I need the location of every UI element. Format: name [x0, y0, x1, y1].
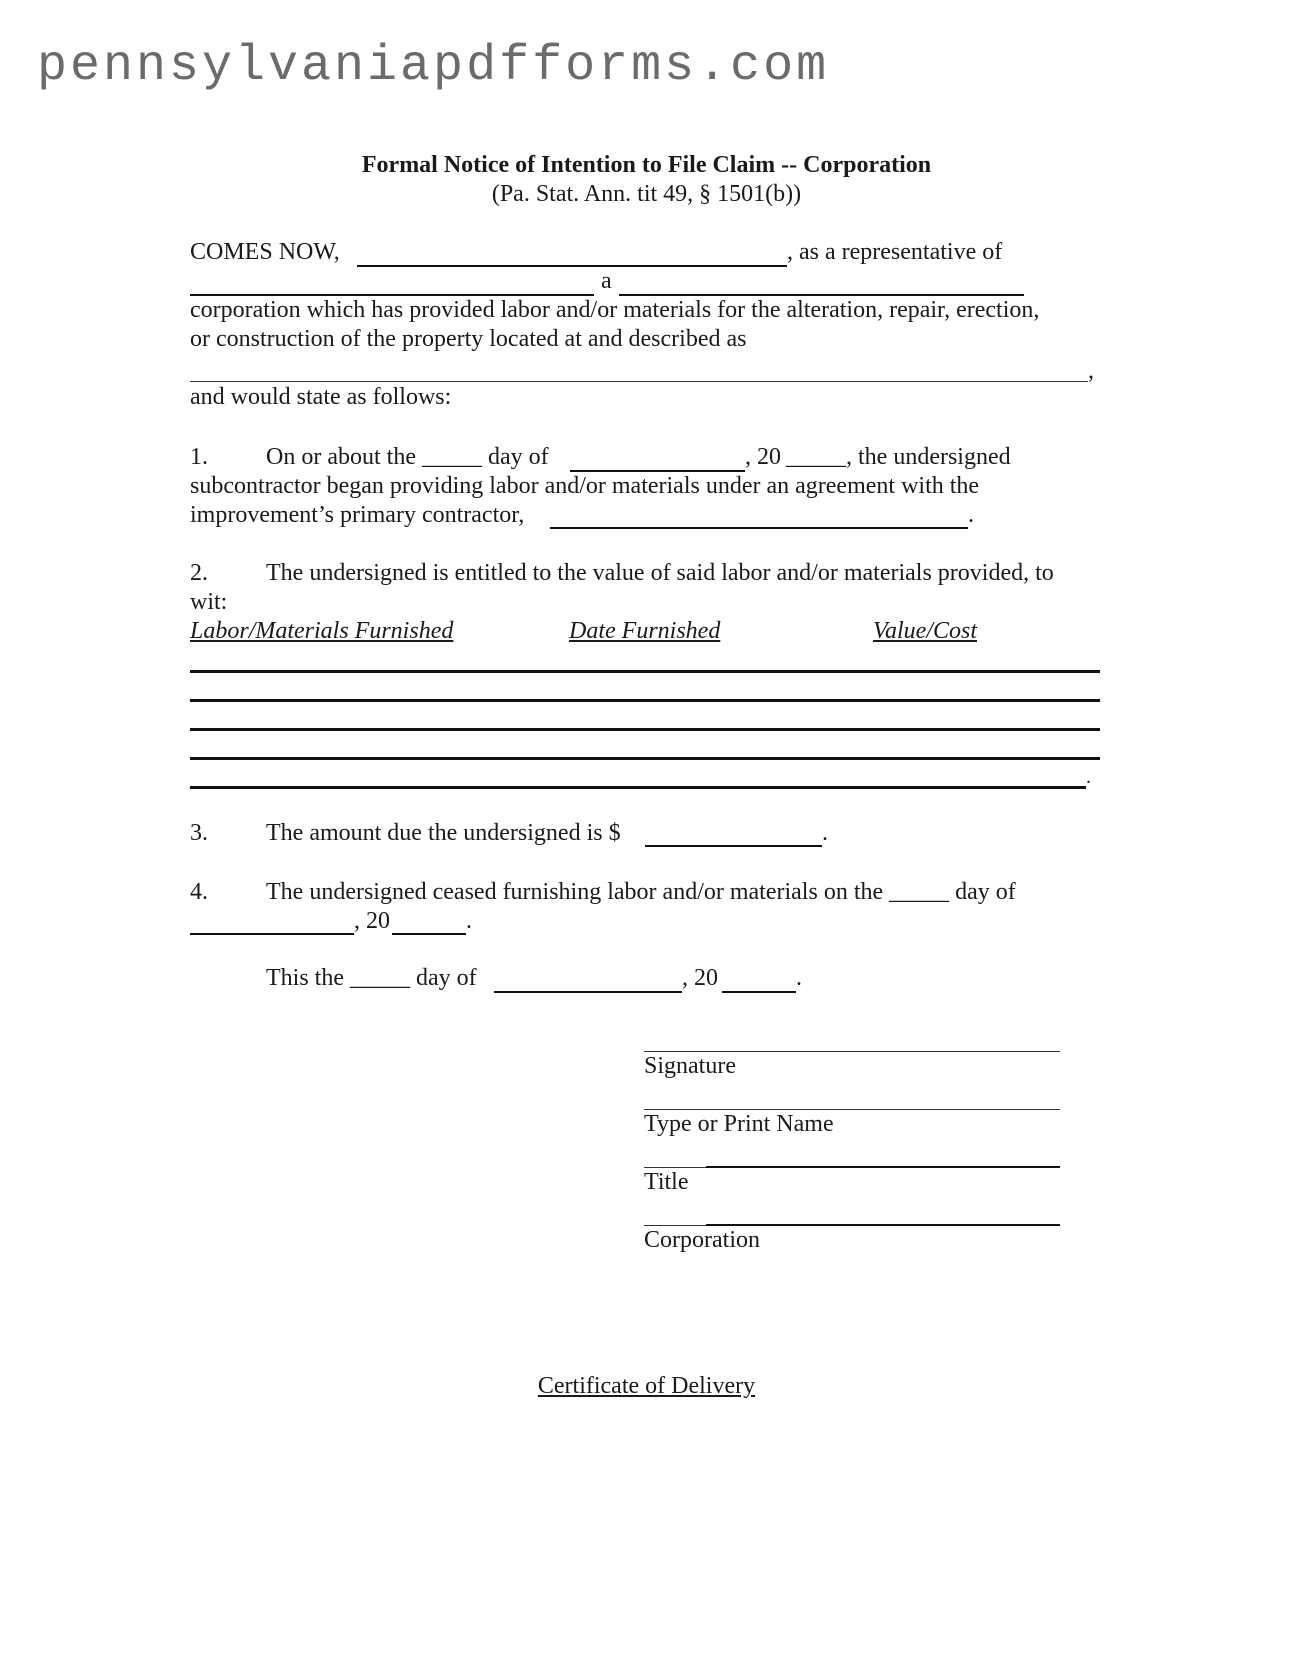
- title-label: Title: [644, 1169, 689, 1195]
- signed-year-prefix: , 20: [682, 965, 718, 991]
- item-3-text: The amount due the undersigned is $: [266, 820, 621, 846]
- column-header-date-furnished: Date Furnished: [569, 618, 721, 644]
- item-3-number: 3.: [190, 820, 208, 846]
- article-a: a: [601, 268, 612, 294]
- corporation-label: Corporation: [644, 1227, 760, 1253]
- comes-now-label: COMES NOW,: [190, 239, 340, 265]
- item-3-period: .: [822, 820, 828, 846]
- item-4-line-1: The undersigned ceased furnishing labor and/or materials on the _____ day of: [266, 879, 1016, 905]
- signed-period: .: [796, 965, 802, 991]
- item-4-number: 4.: [190, 879, 208, 905]
- signed-year-blank[interactable]: [722, 991, 796, 993]
- site-watermark: pennsylvaniapdfforms.com: [37, 38, 830, 95]
- column-header-labor-materials: Labor/Materials Furnished: [190, 618, 454, 644]
- property-comma: ,: [1088, 358, 1094, 384]
- labor-entry-line-2[interactable]: [190, 699, 1100, 702]
- item-1-start-day-text: On or about the _____ day of: [266, 444, 549, 470]
- amount-due-blank[interactable]: [645, 845, 822, 847]
- item-1-year-prefix: , 20: [745, 444, 781, 470]
- ceased-month-blank[interactable]: [190, 933, 354, 935]
- as-representative-label: , as a representative of: [787, 239, 1003, 265]
- item-2-line-1: The undersigned is entitled to the value of said labor and/or materials provided, to: [266, 560, 1054, 586]
- item-2-number: 2.: [190, 560, 208, 586]
- column-header-value-cost: Value/Cost: [873, 618, 978, 644]
- state-as-follows: and would state as follows:: [190, 384, 452, 410]
- signature-label: Signature: [644, 1053, 736, 1079]
- labor-entry-line-5[interactable]: [190, 786, 1086, 789]
- labor-entry-line-4[interactable]: [190, 757, 1100, 760]
- item-1-line-2: subcontractor began providing labor and/or materials under an agreement with the: [190, 473, 980, 499]
- item-1-period: .: [968, 502, 974, 528]
- form-title: Formal Notice of Intention to File Claim -- Corporation: [361, 152, 932, 178]
- print-name-label: Type or Print Name: [644, 1111, 834, 1137]
- item-1-undersigned-text: _____, the undersigned: [786, 444, 1011, 470]
- item-2-period: .: [1086, 766, 1091, 788]
- labor-entry-line-3[interactable]: [190, 728, 1100, 731]
- ceased-year-blank[interactable]: [392, 933, 466, 935]
- item-1-line-3: improvement’s primary contractor,: [190, 502, 525, 528]
- labor-entry-line-1[interactable]: [190, 670, 1100, 673]
- item-2-line-2: wit:: [190, 589, 228, 615]
- title-line[interactable]: [706, 1166, 1060, 1168]
- item-4-period: .: [466, 908, 472, 934]
- item-1-number: 1.: [190, 444, 208, 470]
- intro-line-4: or construction of the property located at and described as: [190, 326, 747, 352]
- item-4-year-prefix: , 20: [354, 908, 390, 934]
- signed-month-blank[interactable]: [494, 991, 682, 993]
- representative-name-blank[interactable]: [357, 265, 787, 267]
- signed-day-text: This the _____ day of: [266, 965, 477, 991]
- intro-line-3: corporation which has provided labor and/or materials for the alteration, repair, erection,: [190, 297, 1040, 323]
- certificate-of-delivery-heading: Certificate of Delivery: [537, 1373, 756, 1399]
- statute-citation: (Pa. Stat. Ann. tit 49, § 1501(b)): [491, 181, 802, 207]
- primary-contractor-blank[interactable]: [550, 527, 968, 529]
